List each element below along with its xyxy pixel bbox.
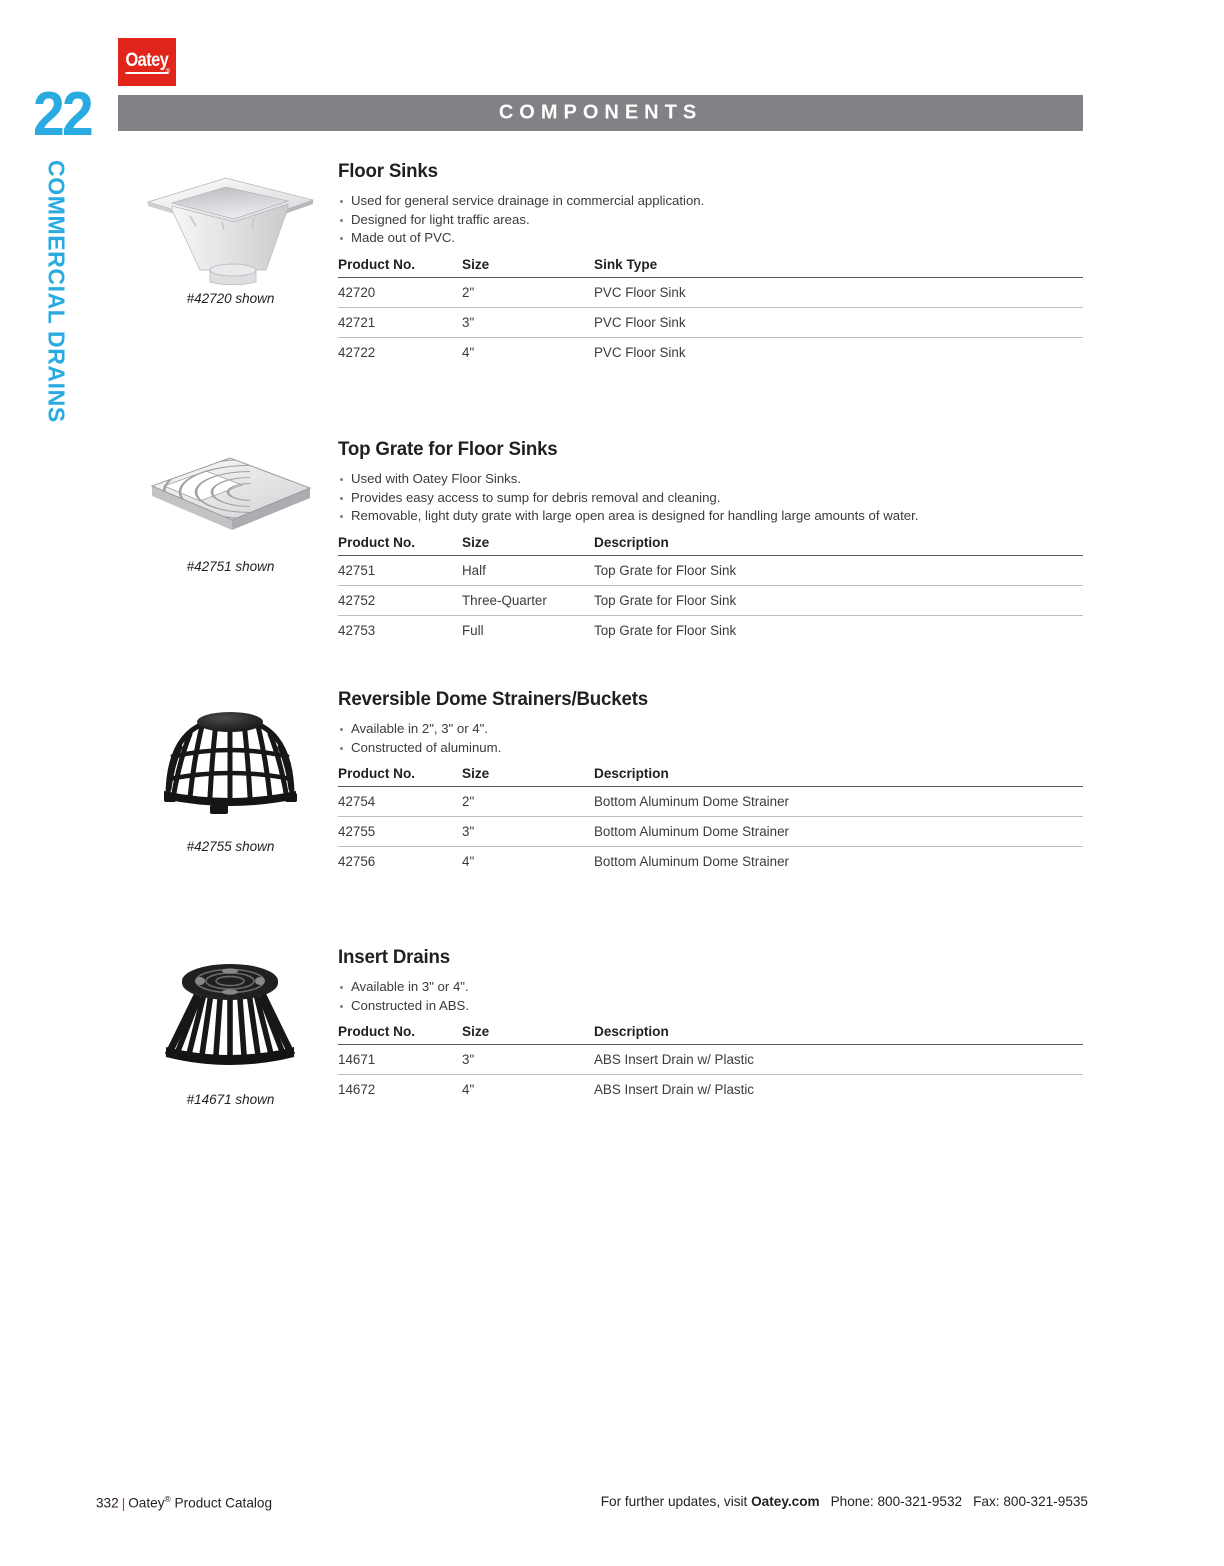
product-figure bbox=[138, 693, 323, 854]
cell-description: PVC Floor Sink bbox=[594, 277, 1083, 307]
oatey-logo bbox=[118, 38, 176, 86]
registered-mark-icon: ® bbox=[165, 69, 170, 75]
feature-item: Used for general service drainage in commercial application. bbox=[338, 192, 1083, 211]
product-table bbox=[338, 766, 1083, 876]
column-header-product-no: Product No. bbox=[338, 766, 462, 787]
cell-product-no: 42721 bbox=[338, 307, 462, 337]
cell-description: Top Grate for Floor Sink bbox=[594, 622, 737, 638]
table-header-row bbox=[338, 535, 1083, 556]
feature-list bbox=[338, 470, 1083, 526]
table-row bbox=[338, 1075, 1083, 1105]
figure-caption: #42751 shown bbox=[186, 559, 275, 574]
oatey-logo-wordmark: Oatey bbox=[126, 51, 169, 74]
footer-fax: Fax: 800-321-9535 bbox=[973, 1494, 1088, 1509]
feature-item: Removable, light duty grate with large open area is designed for handling large amounts of water. bbox=[338, 507, 1083, 526]
floor-sink-illustration bbox=[138, 170, 323, 285]
footer-catalog-name: Product Catalog bbox=[170, 1495, 273, 1511]
column-header-product-no: Product No. bbox=[338, 1024, 462, 1045]
footer-catalog-brand: Oatey bbox=[128, 1495, 165, 1511]
cell-description: Bottom Aluminum Dome Strainer bbox=[594, 854, 789, 870]
table-row bbox=[338, 307, 1083, 337]
table-row bbox=[338, 585, 1083, 615]
figure-caption: #14671 shown bbox=[186, 1092, 275, 1107]
table-row bbox=[338, 1045, 1083, 1075]
cell-description: PVC Floor Sink bbox=[594, 344, 686, 360]
section-heading: Insert Drains bbox=[338, 946, 450, 968]
product-details bbox=[338, 688, 1083, 876]
cell-size: 3" bbox=[462, 307, 594, 337]
cell-description: Bottom Aluminum Dome Strainer bbox=[594, 817, 1083, 847]
footer-website-link[interactable]: Oatey.com bbox=[751, 1494, 820, 1509]
product-figure bbox=[138, 170, 323, 306]
product-table bbox=[338, 257, 1083, 367]
footer-page-number: 332 bbox=[96, 1495, 119, 1511]
feature-item: Provides easy access to sump for debris removal and cleaning. bbox=[338, 489, 1083, 508]
table-header-row bbox=[338, 766, 1083, 787]
cell-size: Full bbox=[462, 622, 484, 638]
cell-product-no: 14672 bbox=[338, 1082, 376, 1098]
feature-item: Constructed of aluminum. bbox=[338, 739, 1083, 758]
section-heading: Reversible Dome Strainers/Buckets bbox=[338, 688, 648, 710]
cell-description: ABS Insert Drain w/ Plastic bbox=[594, 1045, 1083, 1075]
feature-item: Made out of PVC. bbox=[338, 229, 1083, 248]
table-row bbox=[338, 817, 1083, 847]
table-row bbox=[338, 847, 1083, 877]
feature-item: Used with Oatey Floor Sinks. bbox=[338, 470, 1083, 489]
cell-size: 2" bbox=[462, 277, 594, 307]
cell-product-no: 42720 bbox=[338, 277, 462, 307]
table-row bbox=[338, 277, 1083, 307]
product-details bbox=[338, 946, 1083, 1104]
product-details bbox=[338, 160, 1083, 367]
column-header-product-no: Product No. bbox=[338, 535, 462, 556]
footer-separator: | bbox=[121, 1495, 126, 1511]
table-row bbox=[338, 615, 1083, 645]
product-figure bbox=[138, 448, 323, 574]
feature-item: Available in 2", 3" or 4". bbox=[338, 720, 1083, 739]
feature-list bbox=[338, 978, 1083, 1015]
table-row bbox=[338, 337, 1083, 367]
cell-size: 2" bbox=[462, 787, 594, 817]
cell-product-no: 42755 bbox=[338, 817, 462, 847]
cell-size: 4" bbox=[462, 854, 475, 870]
cell-size: 3" bbox=[462, 817, 594, 847]
cell-product-no: 42753 bbox=[338, 622, 376, 638]
column-header-size: Size bbox=[462, 257, 594, 278]
feature-list bbox=[338, 720, 1083, 757]
product-details bbox=[338, 438, 1083, 645]
cell-description: Top Grate for Floor Sink bbox=[594, 585, 1083, 615]
page-number: 22 bbox=[33, 80, 91, 149]
dome-strainer-illustration bbox=[138, 693, 323, 833]
product-table bbox=[338, 535, 1083, 645]
footer-updates-text: For further updates, visit bbox=[600, 1494, 752, 1509]
cell-description: Bottom Aluminum Dome Strainer bbox=[594, 787, 1083, 817]
section-side-tab bbox=[41, 160, 71, 450]
cell-size: Half bbox=[462, 555, 594, 585]
registered-mark-icon: ® bbox=[164, 1494, 171, 1504]
feature-item: Constructed in ABS. bbox=[338, 997, 1083, 1016]
cell-description: ABS Insert Drain w/ Plastic bbox=[594, 1082, 754, 1098]
cell-size: Three-Quarter bbox=[462, 585, 594, 615]
cell-size: 4" bbox=[462, 1082, 475, 1098]
table-header-row bbox=[338, 1024, 1083, 1045]
column-header-product-no: Product No. bbox=[338, 257, 462, 278]
page-header-bar bbox=[118, 95, 1083, 131]
insert-drain-illustration bbox=[138, 951, 323, 1086]
column-header-size: Size bbox=[462, 535, 594, 556]
feature-item: Available in 3" or 4". bbox=[338, 978, 1083, 997]
footer-phone: Phone: 800-321-9532 bbox=[830, 1494, 963, 1509]
column-header-description: Description bbox=[594, 766, 1083, 787]
figure-caption: #42720 shown bbox=[186, 291, 275, 306]
page-title: COMPONENTS bbox=[498, 101, 703, 124]
cell-product-no: 14671 bbox=[338, 1045, 462, 1075]
column-header-description: Sink Type bbox=[594, 257, 1083, 278]
side-tab-label: COMMERCIAL DRAINS bbox=[43, 160, 70, 423]
footer-right bbox=[601, 1494, 1088, 1509]
column-header-description: Description bbox=[594, 1024, 1083, 1045]
cell-description: PVC Floor Sink bbox=[594, 307, 1083, 337]
cell-product-no: 42752 bbox=[338, 585, 462, 615]
product-table bbox=[338, 1024, 1083, 1104]
cell-product-no: 42722 bbox=[338, 344, 376, 360]
figure-caption: #42755 shown bbox=[186, 839, 275, 854]
section-heading: Floor Sinks bbox=[338, 160, 438, 182]
top-grate-illustration bbox=[138, 448, 323, 553]
table-row bbox=[338, 787, 1083, 817]
cell-size: 3" bbox=[462, 1045, 594, 1075]
cell-product-no: 42756 bbox=[338, 854, 376, 870]
product-figure bbox=[138, 951, 323, 1107]
footer-left bbox=[96, 1494, 272, 1511]
cell-size: 4" bbox=[462, 344, 475, 360]
column-header-size: Size bbox=[462, 1024, 594, 1045]
section-heading: Top Grate for Floor Sinks bbox=[338, 438, 558, 460]
table-row bbox=[338, 555, 1083, 585]
feature-list bbox=[338, 192, 1083, 248]
feature-item: Designed for light traffic areas. bbox=[338, 211, 1083, 230]
cell-product-no: 42754 bbox=[338, 787, 462, 817]
cell-product-no: 42751 bbox=[338, 555, 462, 585]
cell-description: Top Grate for Floor Sink bbox=[594, 555, 1083, 585]
column-header-size: Size bbox=[462, 766, 594, 787]
column-header-description: Description bbox=[594, 535, 1083, 556]
page-footer bbox=[0, 1494, 1224, 1524]
table-header-row bbox=[338, 257, 1083, 278]
